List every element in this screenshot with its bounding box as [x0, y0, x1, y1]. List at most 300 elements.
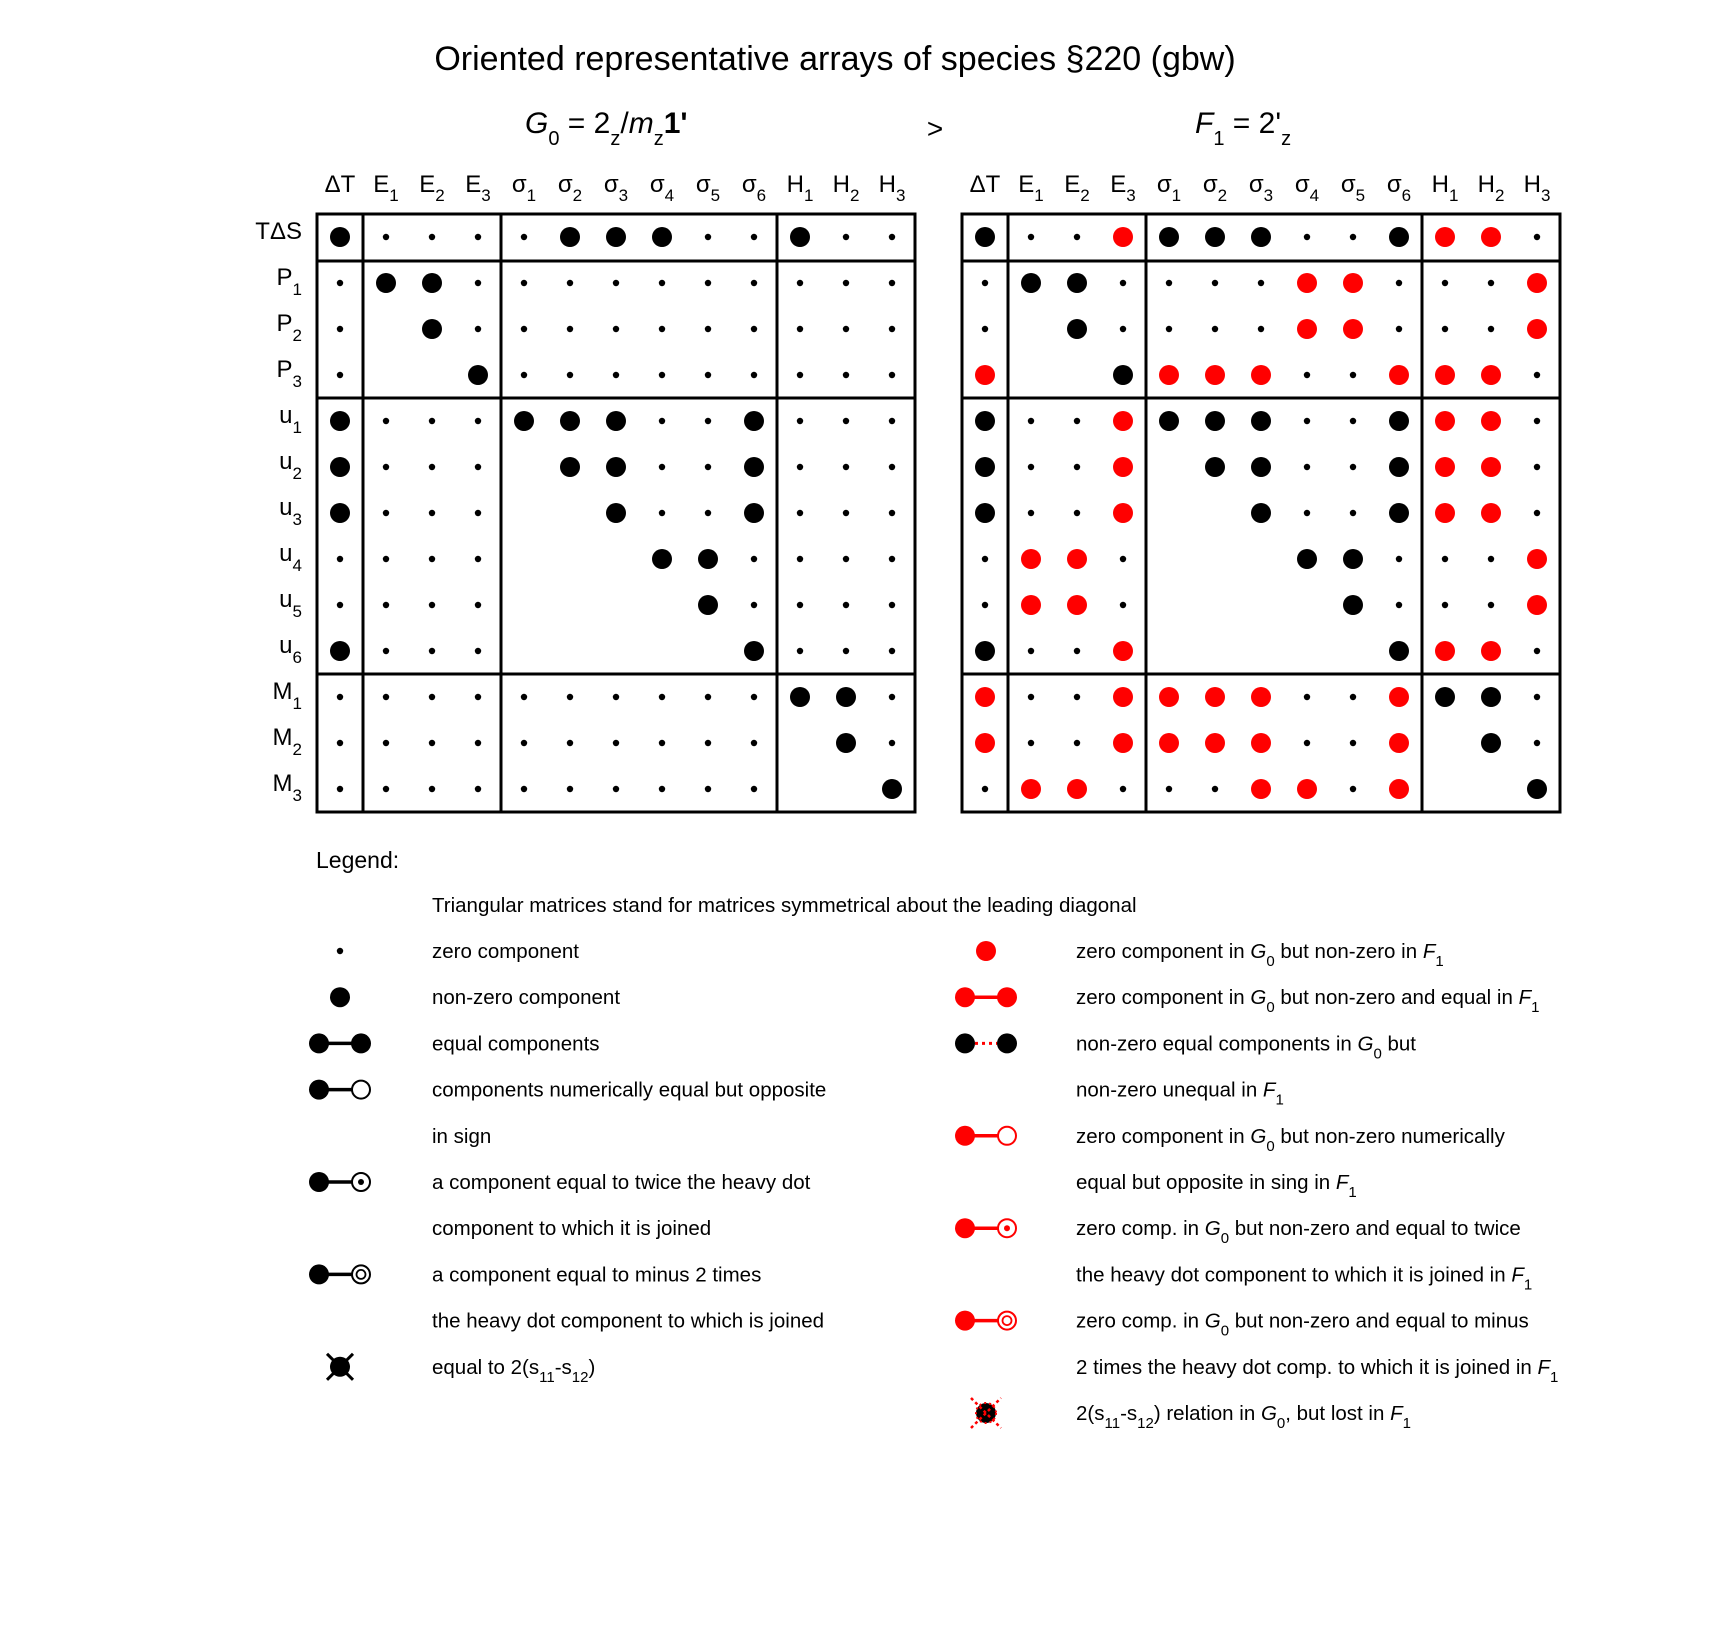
zero-component-dot	[797, 648, 803, 654]
nonzero-component-dot	[975, 227, 995, 247]
zero-component-dot	[429, 556, 435, 562]
zero-component-dot	[1212, 326, 1218, 332]
legend-item	[955, 1032, 1416, 1108]
zero-component-dot	[889, 280, 895, 286]
legend-item	[327, 1354, 595, 1386]
zero-component-dot	[429, 740, 435, 746]
zero-component-dot	[1488, 326, 1494, 332]
new-nonzero-component-dot	[1527, 273, 1547, 293]
zero-component-dot	[337, 694, 343, 700]
new-nonzero-component-dot	[1343, 273, 1363, 293]
legend-item	[309, 1032, 600, 1055]
zero-component-dot	[843, 326, 849, 332]
nonzero-component-dot	[698, 549, 718, 569]
legend-note: Triangular matrices stand for matrices symmetrical about the leading diagonal	[432, 894, 1137, 917]
zero-component-dot	[475, 648, 481, 654]
zero-component-dot	[521, 326, 527, 332]
legend-item	[330, 986, 620, 1009]
zero-component-dot	[1120, 786, 1126, 792]
new-nonzero-component-dot	[1481, 365, 1501, 385]
row-header: TΔS	[255, 218, 302, 245]
nonzero-component-dot	[1481, 733, 1501, 753]
nonzero-component-dot	[422, 273, 442, 293]
zero-component-dot	[1396, 556, 1402, 562]
new-nonzero-component-dot	[1159, 733, 1179, 753]
zero-component-dot	[659, 694, 665, 700]
legend-text: non-zero component	[432, 986, 621, 1010]
zero-component-dot	[1120, 556, 1126, 562]
row-header: $u_1$	[279, 402, 302, 437]
nonzero-component-dot	[652, 549, 672, 569]
legend-text: equal but opposite in sing in $F_1$	[1076, 1171, 1357, 1201]
column-header: $\sigma_3$	[603, 171, 629, 205]
column-header: $E_1$	[1018, 171, 1044, 205]
column-header: $\sigma_1$	[1156, 171, 1182, 205]
zero-component-dot	[1534, 648, 1540, 654]
zero-component-dot	[613, 694, 619, 700]
new-nonzero-component-dot	[1205, 733, 1225, 753]
zero-component-dot	[1028, 510, 1034, 516]
zero-component-dot	[383, 464, 389, 470]
column-header: $H_1$	[1431, 171, 1459, 205]
zero-component-dot	[1258, 326, 1264, 332]
new-nonzero-component-dot	[1251, 733, 1271, 753]
nonzero-component-dot	[1067, 273, 1087, 293]
new-nonzero-component-dot	[1389, 779, 1409, 799]
legend-text: zero component in $G_0$ but non-zero in $F_1$	[1076, 940, 1444, 970]
nonzero-component-dot	[1251, 457, 1271, 477]
legend-text: zero comp. in $G_0$ but non-zero and equal to twice	[1076, 1217, 1521, 1248]
legend-text: 2 times the heavy dot comp. to which it is joined in $F_1$	[1076, 1355, 1559, 1386]
zero-component-dot	[1534, 372, 1540, 378]
zero-component-dot	[1534, 464, 1540, 470]
zero-component-dot	[705, 372, 711, 378]
zero-component-dot	[383, 648, 389, 654]
zero-component-dot	[659, 372, 665, 378]
new-nonzero-component-dot	[1297, 779, 1317, 799]
zero-component-dot	[337, 280, 343, 286]
row-header: $P_3$	[276, 356, 302, 391]
nonzero-component-dot	[836, 687, 856, 707]
nonzero-component-dot	[652, 227, 672, 247]
zero-component-dot	[1074, 694, 1080, 700]
zero-component-dot	[843, 556, 849, 562]
zero-component-dot	[797, 372, 803, 378]
column-header: $E_1$	[373, 171, 399, 205]
zero-component-dot	[843, 510, 849, 516]
nonzero-component-dot	[836, 733, 856, 753]
new-nonzero-component-dot	[1297, 319, 1317, 339]
zero-component-dot	[1074, 648, 1080, 654]
new-nonzero-component-dot	[1435, 641, 1455, 661]
zero-component-dot	[1166, 280, 1172, 286]
zero-component-dot	[751, 326, 757, 332]
zero-component-dot	[1212, 280, 1218, 286]
new-nonzero-component-dot	[1251, 687, 1271, 707]
zero-component-dot	[843, 648, 849, 654]
row-header: $u_6$	[279, 632, 302, 667]
legend-text: equal components	[432, 1032, 600, 1056]
small-dot-icon	[337, 948, 343, 954]
nonzero-component-dot	[1159, 411, 1179, 431]
zero-component-dot	[383, 234, 389, 240]
legend-item	[309, 1171, 811, 1240]
new-nonzero-component-dot	[1021, 595, 1041, 615]
nonzero-component-dot	[1389, 641, 1409, 661]
zero-component-dot	[843, 464, 849, 470]
new-nonzero-component-dot	[1343, 319, 1363, 339]
zero-component-dot	[1488, 556, 1494, 562]
row-header: $u_5$	[279, 586, 302, 621]
zero-component-dot	[751, 694, 757, 700]
new-nonzero-component-dot	[1435, 411, 1455, 431]
zero-component-dot	[843, 280, 849, 286]
zero-component-dot	[1258, 280, 1264, 286]
zero-component-dot	[1120, 602, 1126, 608]
nonzero-component-dot	[698, 595, 718, 615]
zero-component-dot	[521, 280, 527, 286]
zero-component-dot	[521, 786, 527, 792]
zero-component-dot	[429, 602, 435, 608]
zero-component-dot	[1442, 280, 1448, 286]
nonzero-component-dot	[975, 503, 995, 523]
row-header: $M_2$	[272, 724, 302, 759]
legend	[309, 847, 1558, 1432]
new-nonzero-component-dot	[1113, 457, 1133, 477]
nonzero-component-dot	[1343, 549, 1363, 569]
zero-component-dot	[1028, 648, 1034, 654]
legend-text: zero component	[432, 940, 580, 963]
nonzero-component-dot	[1067, 319, 1087, 339]
legend-text: component to which it is joined	[432, 1217, 712, 1241]
new-nonzero-component-dot	[1481, 227, 1501, 247]
zero-component-dot	[1534, 234, 1540, 240]
zero-component-dot	[1488, 280, 1494, 286]
zero-component-dot	[1534, 510, 1540, 516]
zero-component-dot	[1074, 418, 1080, 424]
big-dot-icon	[330, 987, 350, 1007]
zero-component-dot	[613, 280, 619, 286]
new-nonzero-component-dot	[1527, 319, 1547, 339]
zero-component-dot	[1304, 464, 1310, 470]
zero-component-dot	[1028, 464, 1034, 470]
nonzero-component-dot	[1251, 503, 1271, 523]
zero-component-dot	[1074, 464, 1080, 470]
zero-component-dot	[429, 418, 435, 424]
zero-component-dot	[843, 602, 849, 608]
zero-component-dot	[843, 234, 849, 240]
zero-component-dot	[337, 372, 343, 378]
zero-component-dot	[889, 694, 895, 700]
zero-component-dot	[1350, 694, 1356, 700]
nonzero-component-dot	[606, 457, 626, 477]
right-group-expression: $F_1 = 2'_z$	[1195, 107, 1292, 150]
zero-component-dot	[889, 234, 895, 240]
new-nonzero-component-dot	[1527, 549, 1547, 569]
new-nonzero-component-dot	[1113, 411, 1133, 431]
zero-component-dot	[705, 234, 711, 240]
new-nonzero-component-dot	[1067, 779, 1087, 799]
zero-component-dot	[982, 786, 988, 792]
zero-component-dot	[429, 510, 435, 516]
nonzero-component-dot	[1297, 549, 1317, 569]
legend-item	[976, 940, 1444, 970]
column-header: $\sigma_2$	[557, 171, 583, 205]
zero-component-dot	[429, 786, 435, 792]
zero-component-dot	[889, 326, 895, 332]
nonzero-component-dot	[1389, 227, 1409, 247]
zero-component-dot	[429, 648, 435, 654]
nonzero-component-dot	[1389, 503, 1409, 523]
nonzero-component-dot	[744, 503, 764, 523]
zero-component-dot	[475, 326, 481, 332]
zero-component-dot	[889, 740, 895, 746]
right-group-header	[1195, 107, 1291, 150]
zero-component-dot	[337, 602, 343, 608]
zero-component-dot	[1166, 326, 1172, 332]
legend-item	[955, 1217, 1532, 1293]
nonzero-component-dot	[330, 227, 350, 247]
zero-component-dot	[889, 602, 895, 608]
zero-component-dot	[705, 740, 711, 746]
legend-text: $2(s_{11}-s_{12})$ relation in $G_0$, but lost in $F_1$	[1076, 1402, 1411, 1432]
zero-component-dot	[383, 556, 389, 562]
legend-text: equal to $2(s_{11}-s_{12})$	[432, 1355, 596, 1386]
new-nonzero-component-dot	[1021, 779, 1041, 799]
zero-component-dot	[982, 602, 988, 608]
zero-component-dot	[567, 372, 573, 378]
zero-component-dot	[1350, 234, 1356, 240]
zero-component-dot	[567, 786, 573, 792]
new-nonzero-component-dot	[1113, 687, 1133, 707]
zero-component-dot	[659, 464, 665, 470]
new-nonzero-component-dot	[1205, 687, 1225, 707]
zero-component-dot	[1488, 602, 1494, 608]
column-header: $\sigma_3$	[1248, 171, 1274, 205]
new-nonzero-component-dot	[1527, 595, 1547, 615]
zero-component-dot	[567, 326, 573, 332]
zero-component-dot	[1304, 740, 1310, 746]
zero-component-dot	[1442, 326, 1448, 332]
opposite-link-icon	[309, 1080, 370, 1100]
nonzero-component-dot	[422, 319, 442, 339]
zero-component-dot	[1074, 510, 1080, 516]
nonzero-component-dot	[1205, 227, 1225, 247]
legend-text: a component equal to minus 2 times	[432, 1263, 762, 1287]
column-header: $E_2$	[419, 171, 445, 205]
column-header: ΔT	[969, 171, 1001, 198]
zero-component-dot	[567, 694, 573, 700]
zero-component-dot	[475, 510, 481, 516]
zero-component-dot	[1442, 556, 1448, 562]
zero-component-dot	[475, 694, 481, 700]
red-minus-two-link-icon	[955, 1311, 1016, 1331]
zero-component-dot	[1028, 418, 1034, 424]
nonzero-component-dot	[882, 779, 902, 799]
new-nonzero-component-dot	[1113, 641, 1133, 661]
new-nonzero-component-dot	[1435, 227, 1455, 247]
new-nonzero-component-dot	[1297, 273, 1317, 293]
zero-component-dot	[705, 280, 711, 286]
zero-component-dot	[521, 372, 527, 378]
equal-link-icon	[309, 1033, 371, 1053]
matrix-left-g0	[255, 171, 915, 812]
nonzero-component-dot	[606, 503, 626, 523]
zero-component-dot	[1304, 372, 1310, 378]
zero-component-dot	[383, 694, 389, 700]
legend-item	[955, 986, 1539, 1016]
zero-component-dot	[1350, 372, 1356, 378]
zero-component-dot	[1074, 740, 1080, 746]
nonzero-component-dot	[975, 411, 995, 431]
column-header: $\sigma_6$	[741, 171, 767, 205]
zero-component-dot	[982, 556, 988, 562]
zero-component-dot	[797, 418, 803, 424]
zero-component-dot	[1304, 510, 1310, 516]
zero-component-dot	[751, 740, 757, 746]
nonzero-component-dot	[330, 457, 350, 477]
legend-item	[337, 940, 580, 963]
zero-component-dot	[659, 510, 665, 516]
zero-component-dot	[475, 234, 481, 240]
zero-component-dot	[337, 740, 343, 746]
nonzero-component-dot	[744, 457, 764, 477]
zero-component-dot	[1350, 510, 1356, 516]
zero-component-dot	[521, 694, 527, 700]
nonzero-component-dot	[1251, 227, 1271, 247]
zero-component-dot	[797, 602, 803, 608]
row-header: $u_3$	[279, 494, 302, 529]
zero-component-dot	[475, 740, 481, 746]
diagram-title: Oriented representative arrays of species §220 (gbw)	[434, 40, 1236, 78]
column-header: $\sigma_5$	[1340, 171, 1366, 205]
zero-component-dot	[383, 418, 389, 424]
minus-two-link-icon	[309, 1264, 370, 1284]
zero-component-dot	[1166, 786, 1172, 792]
zero-component-dot	[982, 326, 988, 332]
zero-component-dot	[521, 740, 527, 746]
nonzero-component-dot	[1435, 687, 1455, 707]
new-nonzero-component-dot	[1481, 457, 1501, 477]
zero-component-dot	[1074, 234, 1080, 240]
column-header: $\sigma_4$	[649, 171, 675, 205]
zero-component-dot	[797, 326, 803, 332]
zero-component-dot	[1350, 418, 1356, 424]
zero-component-dot	[659, 740, 665, 746]
dotted-link-icon	[955, 1033, 1017, 1053]
zero-component-dot	[751, 280, 757, 286]
zero-component-dot	[1396, 280, 1402, 286]
zero-component-dot	[659, 786, 665, 792]
legend-text: zero component in $G_0$ but non-zero numerically	[1076, 1124, 1505, 1155]
zero-component-dot	[383, 510, 389, 516]
new-nonzero-component-dot	[1481, 411, 1501, 431]
legend-text: the heavy dot component to which it is joined in $F_1$	[1076, 1263, 1533, 1294]
zero-component-dot	[1442, 602, 1448, 608]
new-nonzero-component-dot	[975, 733, 995, 753]
nonzero-component-dot	[975, 457, 995, 477]
column-header: $H_3$	[1523, 171, 1551, 205]
legend-text: non-zero unequal in $F_1$	[1076, 1078, 1284, 1109]
zero-component-dot	[751, 602, 757, 608]
cross-dot-icon	[327, 1354, 353, 1380]
nonzero-component-dot	[1021, 273, 1041, 293]
zero-component-dot	[705, 418, 711, 424]
column-header: $H_2$	[832, 171, 860, 205]
zero-component-dot	[613, 740, 619, 746]
new-nonzero-component-dot	[1435, 457, 1455, 477]
zero-component-dot	[1028, 740, 1034, 746]
nonzero-component-dot	[790, 687, 810, 707]
zero-component-dot	[521, 234, 527, 240]
column-header: $E_3$	[465, 171, 491, 205]
new-nonzero-component-dot	[1435, 503, 1455, 523]
new-nonzero-component-dot	[1481, 503, 1501, 523]
nonzero-component-dot	[1159, 227, 1179, 247]
nonzero-component-dot	[1205, 411, 1225, 431]
column-header: $E_2$	[1064, 171, 1090, 205]
zero-component-dot	[705, 786, 711, 792]
nonzero-component-dot	[1205, 457, 1225, 477]
zero-component-dot	[751, 556, 757, 562]
legend-text: non-zero equal components in $G_0$ but	[1076, 1032, 1416, 1063]
red-opposite-link-icon	[955, 1126, 1016, 1146]
nonzero-component-dot	[606, 227, 626, 247]
new-nonzero-component-dot	[1389, 733, 1409, 753]
new-nonzero-component-dot	[1205, 365, 1225, 385]
legend-text: components numerically equal but opposite	[432, 1078, 827, 1102]
column-header: $H_3$	[878, 171, 906, 205]
zero-component-dot	[429, 694, 435, 700]
zero-component-dot	[383, 786, 389, 792]
zero-component-dot	[567, 280, 573, 286]
legend-text: zero comp. in $G_0$ but non-zero and equal to minus	[1076, 1309, 1529, 1340]
zero-component-dot	[613, 326, 619, 332]
zero-component-dot	[797, 280, 803, 286]
column-header: $H_2$	[1477, 171, 1505, 205]
zero-component-dot	[1028, 694, 1034, 700]
left-group-header	[525, 107, 688, 150]
legend-item	[971, 1398, 1411, 1432]
row-header: $P_2$	[276, 310, 302, 345]
zero-component-dot	[705, 510, 711, 516]
new-nonzero-component-dot	[1113, 227, 1133, 247]
zero-component-dot	[613, 372, 619, 378]
zero-component-dot	[982, 280, 988, 286]
new-nonzero-component-dot	[975, 687, 995, 707]
red-cross-dot-icon	[971, 1398, 1001, 1428]
zero-component-dot	[751, 372, 757, 378]
twice-link-icon	[309, 1172, 370, 1192]
zero-component-dot	[475, 556, 481, 562]
zero-component-dot	[797, 464, 803, 470]
zero-component-dot	[1120, 280, 1126, 286]
zero-component-dot	[475, 418, 481, 424]
new-nonzero-component-dot	[1389, 687, 1409, 707]
zero-component-dot	[659, 418, 665, 424]
zero-component-dot	[1304, 694, 1310, 700]
column-header: $\sigma_6$	[1386, 171, 1412, 205]
column-header: $\sigma_4$	[1294, 171, 1320, 205]
zero-component-dot	[475, 786, 481, 792]
row-header: $M_3$	[272, 770, 302, 805]
column-header: $\sigma_5$	[695, 171, 721, 205]
zero-component-dot	[843, 418, 849, 424]
zero-component-dot	[1304, 234, 1310, 240]
new-nonzero-component-dot	[1435, 365, 1455, 385]
column-header: $\sigma_2$	[1202, 171, 1228, 205]
row-header: $M_1$	[272, 678, 302, 713]
